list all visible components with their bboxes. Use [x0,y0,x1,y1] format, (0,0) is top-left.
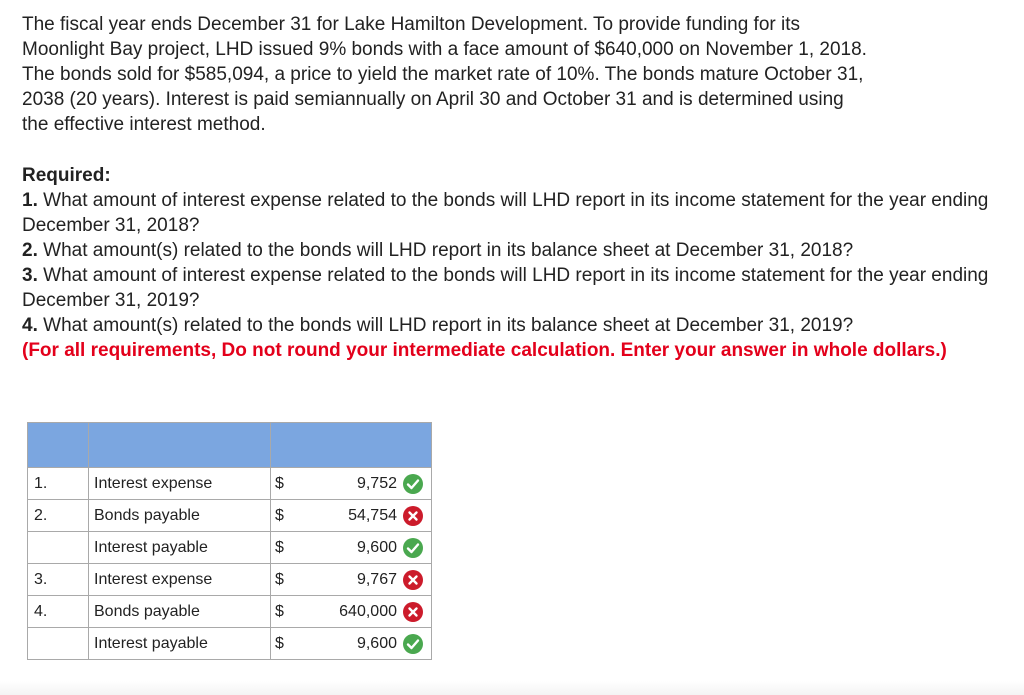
row-number: 2. [28,500,89,532]
currency-symbol: $ [271,532,288,564]
row-label: Bonds payable [89,596,271,628]
row-number: 3. [28,564,89,596]
currency-symbol: $ [271,500,288,532]
check-icon [403,634,423,654]
row-number: 4. [28,596,89,628]
row-label: Bonds payable [89,500,271,532]
header-cell-currency [271,423,288,468]
header-cell-label [89,423,271,468]
question-4: 4. What amount(s) related to the bonds will LHD report in its balance sheet at December 31, 2019? [22,315,854,336]
row-label: Interest payable [89,628,271,660]
answer-input[interactable] [287,468,432,500]
row-number [28,532,89,564]
intro-line-5: the effective interest method. [22,114,266,135]
answer-value: 9,600 [356,634,397,652]
answer-input[interactable] [287,596,432,628]
table-row [28,532,432,564]
required-heading: Required: [22,165,111,186]
table-row [28,564,432,596]
problem-statement [22,12,1012,363]
currency-symbol: $ [271,628,288,660]
table-row [28,468,432,500]
row-label: Interest expense [89,468,271,500]
check-icon [403,474,423,494]
answer-input[interactable] [287,532,432,564]
answer-input[interactable] [287,628,432,660]
currency-symbol: $ [271,468,288,500]
intro-line-2: Moonlight Bay project, LHD issued 9% bonds with a face amount of $640,000 on November 1, 2018. [22,39,867,60]
answer-input[interactable] [287,500,432,532]
row-number [28,628,89,660]
row-number: 1. [28,468,89,500]
check-icon [403,538,423,558]
x-icon [403,570,423,590]
intro-line-1: The fiscal year ends December 31 for Lake Hamilton Development. To provide funding for its [22,14,800,35]
answer-value: 54,754 [348,506,397,524]
answer-value: 9,767 [356,570,397,588]
question-2: 2. What amount(s) related to the bonds will LHD report in its balance sheet at December 31, 2018? [22,240,854,261]
x-icon [403,506,423,526]
question-1: 1. What amount of interest expense related to the bonds will LHD report in its income statement for the year ending December 31, 2018? [22,190,989,236]
required-section [22,163,1012,363]
table-row [28,500,432,532]
intro-line-4: 2038 (20 years). Interest is paid semiannually on April 30 and October 31 and is determined using [22,89,844,110]
rounding-instruction: (For all requirements, Do not round your intermediate calculation. Enter your answer in whole dollars.) [22,340,947,361]
row-label: Interest expense [89,564,271,596]
currency-symbol: $ [271,596,288,628]
answer-value: 9,752 [356,474,397,492]
question-3: 3. What amount of interest expense related to the bonds will LHD report in its income statement for the year ending December 31, 2019? [22,265,989,311]
currency-symbol: $ [271,564,288,596]
answer-input[interactable] [287,564,432,596]
table-row [28,596,432,628]
bottom-edge [0,681,1024,695]
intro-line-3: The bonds sold for $585,094, a price to yield the market rate of 10%. The bonds mature October 31, [22,64,864,85]
answer-value: 640,000 [339,602,397,620]
answer-table [27,422,432,660]
x-icon [403,602,423,622]
table-row [28,628,432,660]
table-header-row [28,423,432,468]
answer-value: 9,600 [356,538,397,556]
header-cell-value [287,423,432,468]
header-cell-num [28,423,89,468]
row-label: Interest payable [89,532,271,564]
